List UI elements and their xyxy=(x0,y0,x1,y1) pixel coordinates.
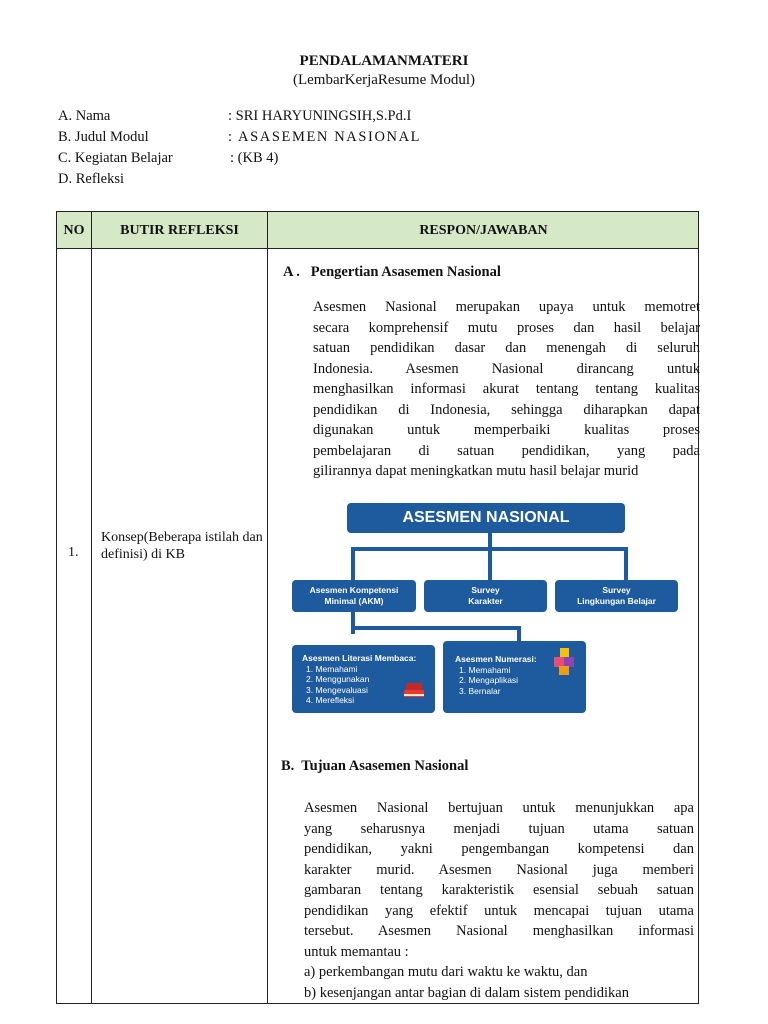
diagram-akm-box xyxy=(292,580,416,612)
diagram-literasi-item: 1. Memahami xyxy=(306,663,358,674)
paragraph-line: secara komprehensif mutu proses dan hasil belajar xyxy=(313,319,700,336)
paragraph-line: gilirannya dapat meningkatkan mutu hasil belajar murid xyxy=(313,463,639,479)
paragraph-line: untuk memantau : xyxy=(304,943,409,960)
diagram-akm-label: Asesmen Kompetensi xyxy=(309,585,399,595)
paragraph-line: pendidikan yang efektif untuk mencapai tujuan utama xyxy=(304,902,694,919)
diagram-numerasi-item: 1. Memahami xyxy=(459,664,511,675)
meta-label: C. Kegiatan Belajar xyxy=(58,150,173,166)
list-item: a) perkembangan mutu dari waktu ke waktu, dan xyxy=(304,964,588,980)
diagram-survey-lingkungan-box xyxy=(555,580,678,612)
document-title: PENDALAMANMATERI xyxy=(299,53,469,69)
cubes-icon xyxy=(551,647,579,677)
diagram-literasi-item: 4. Merefleksi xyxy=(306,695,355,705)
diagram-literasi-item: 3. Mengevaluasi xyxy=(306,684,368,695)
column-divider xyxy=(267,212,268,1003)
paragraph-line: pendidikan, yakni pengembangan kompetensi dan xyxy=(304,841,694,857)
diagram-survey-lingkungan-label: Lingkungan Belajar xyxy=(577,596,656,606)
paragraph-line: menghasilkan informasi akurat tentang tentang kualitas xyxy=(313,381,700,397)
butir-refleksi-cell: Konsep(Beberapa istilah dan definisi) di KB xyxy=(101,530,263,562)
reflection-table xyxy=(56,211,699,1004)
meta-label: D. Refleksi xyxy=(58,171,125,187)
paragraph-line: Asesmen Nasional merupakan upaya untuk memotret xyxy=(313,299,700,315)
diagram-connector xyxy=(351,547,355,580)
diagram-connector xyxy=(488,547,492,580)
books-icon xyxy=(403,679,425,699)
section-b-heading: B. Tujuan Asasemen Nasional xyxy=(281,758,469,774)
diagram-numerasi-box xyxy=(443,641,586,713)
header-butir-refleksi: BUTIR REFLEKSI xyxy=(120,223,239,238)
header-respon-jawaban: RESPON/JAWABAN xyxy=(419,223,548,238)
paragraph-line: pendidikan di Indonesia, sehingga diharapkan dapat xyxy=(313,401,700,418)
paragraph-line: yang seharusnya menjadi tujuan utama satuan xyxy=(304,820,694,837)
row-number: 1. xyxy=(68,545,79,560)
meta-label: B. Judul Modul xyxy=(58,129,149,145)
diagram-survey-karakter-label: Karakter xyxy=(468,596,503,606)
diagram-main-box xyxy=(347,503,625,533)
diagram-literasi-title: Asesmen Literasi Membaca: xyxy=(302,653,417,663)
paragraph-line: satuan pendidikan dasar dan menengah di seluruh xyxy=(313,340,700,356)
diagram-survey-karakter-box xyxy=(424,580,547,612)
meta-value: : (KB 4) xyxy=(230,150,279,166)
column-divider xyxy=(91,212,92,1003)
diagram-numerasi-item: 2. Mengaplikasi xyxy=(459,675,519,685)
diagram-akm-label: Minimal (AKM) xyxy=(324,596,384,606)
paragraph-line: tersebut. Asesmen Nasional menghasilkan informasi xyxy=(304,923,694,939)
section-a-heading: A . Pengertian Asasemen Nasional xyxy=(283,264,501,280)
meta-label: A. Nama xyxy=(58,108,111,124)
diagram-survey-lingkungan-label: Survey xyxy=(602,585,631,595)
diagram-connector xyxy=(351,610,355,634)
header-no: NO xyxy=(63,223,85,238)
list-item: b) kesenjangan antar bagian di dalam sistem pendidikan xyxy=(304,984,629,1001)
diagram-main-label: ASESMEN NASIONAL xyxy=(402,509,570,526)
asesmen-nasional-diagram xyxy=(289,496,689,718)
paragraph-line: Indonesia. Asesmen Nasional dirancang untuk xyxy=(313,360,700,377)
paragraph-line: Asesmen Nasional bertujuan untuk menunjukkan apa xyxy=(304,800,694,816)
diagram-literasi-item: 2. Menggunakan xyxy=(306,674,370,684)
diagram-survey-karakter-label: Survey xyxy=(471,585,500,595)
section-a-paragraph xyxy=(313,297,700,482)
paragraph-line: digunakan untuk memperbaiki kualitas proses xyxy=(313,422,700,438)
diagram-literasi-box xyxy=(292,645,435,713)
diagram-numerasi-item: 3. Bernalar xyxy=(459,685,501,696)
meta-value: : SRI HARYUNINGSIH,S.Pd.I xyxy=(228,108,412,124)
diagram-numerasi-title: Asesmen Numerasi: xyxy=(455,654,537,664)
paragraph-line: karakter murid. Asesmen Nasional juga memberi xyxy=(304,861,694,878)
diagram-connector xyxy=(351,626,521,630)
paragraph-line: gambaran tentang karakteristik esensial sebuah satuan xyxy=(304,882,694,898)
diagram-connector xyxy=(624,547,628,580)
paragraph-line: pembelajaran di satuan pendidikan, yang pada xyxy=(313,442,700,459)
document-subtitle: (LembarKerjaResume Modul) xyxy=(292,72,476,88)
meta-value: : ASASEMEN NASIONAL xyxy=(228,129,422,145)
section-b-paragraph xyxy=(304,798,694,1003)
